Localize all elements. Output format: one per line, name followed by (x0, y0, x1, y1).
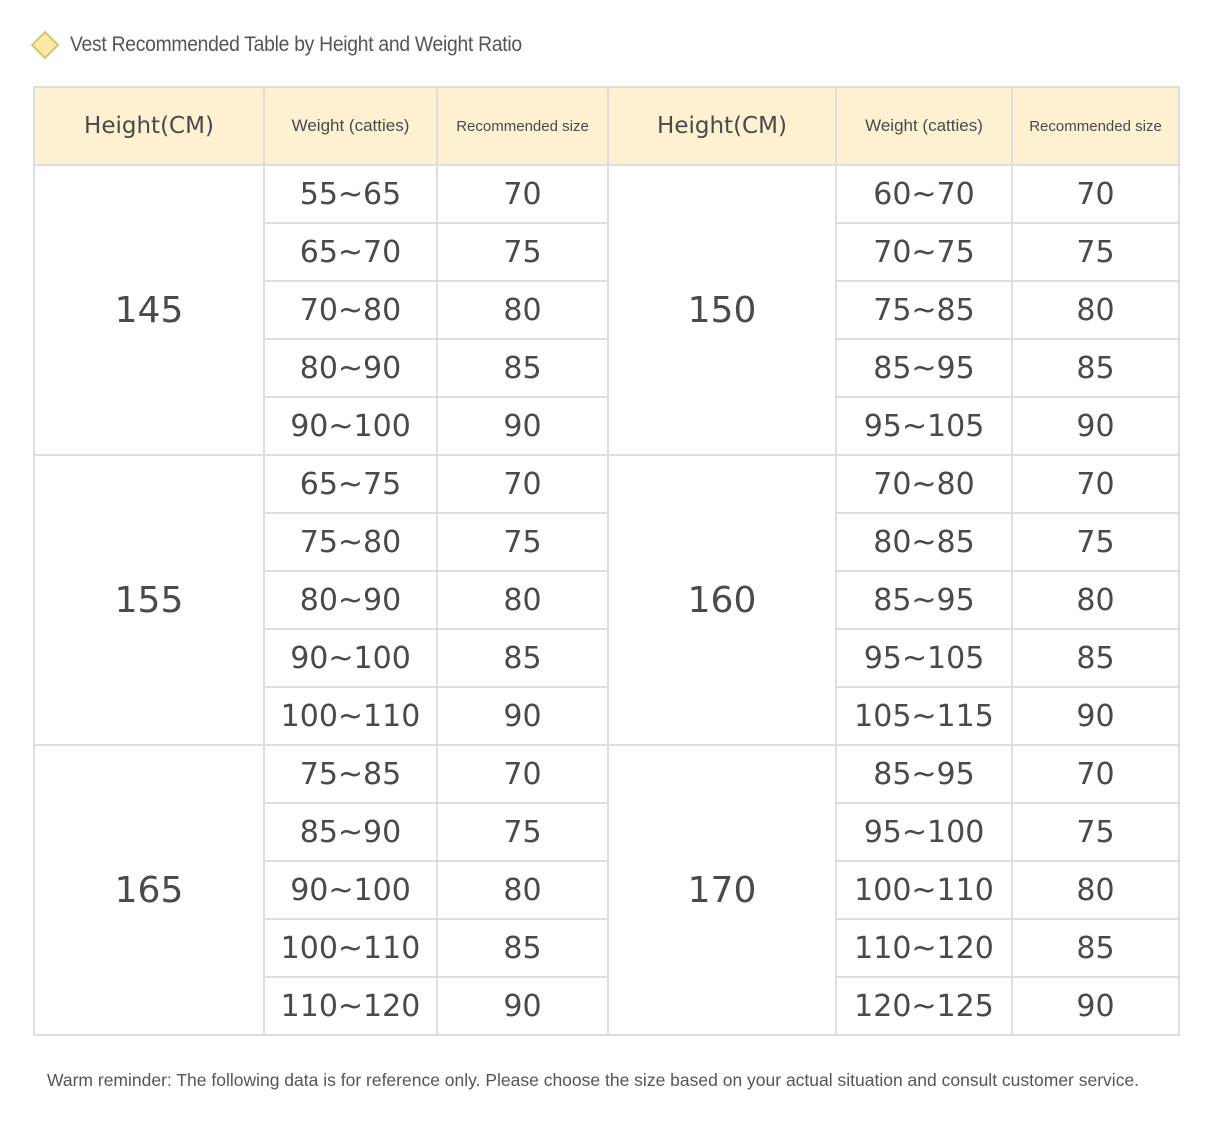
weight-cell: 65~70 (264, 223, 437, 281)
size-table (33, 86, 1180, 1036)
height-cell: 160 (608, 455, 836, 745)
weight-cell: 85~95 (836, 571, 1012, 629)
size-cell: 80 (1012, 571, 1179, 629)
size-cell: 90 (437, 397, 608, 455)
size-cell: 75 (437, 803, 608, 861)
header-weight-right: Weight (catties) (836, 87, 1012, 165)
weight-cell: 90~100 (264, 397, 437, 455)
weight-cell: 60~70 (836, 165, 1012, 223)
size-cell: 80 (437, 861, 608, 919)
weight-cell: 95~105 (836, 629, 1012, 687)
size-cell: 80 (1012, 861, 1179, 919)
size-cell: 85 (437, 629, 608, 687)
title-row (30, 28, 561, 62)
size-cell: 75 (1012, 513, 1179, 571)
weight-cell: 80~90 (264, 339, 437, 397)
size-cell: 85 (1012, 919, 1179, 977)
height-cell: 170 (608, 745, 836, 1035)
size-cell: 70 (1012, 165, 1179, 223)
table-row (34, 455, 1179, 513)
size-cell: 85 (437, 919, 608, 977)
weight-cell: 100~110 (264, 919, 437, 977)
header-weight-left: Weight (catties) (264, 87, 437, 165)
weight-cell: 85~95 (836, 745, 1012, 803)
table-header-row (34, 87, 1179, 165)
size-cell: 80 (437, 281, 608, 339)
header-height-left: Height(CM) (34, 87, 264, 165)
size-cell: 75 (1012, 223, 1179, 281)
size-cell: 85 (437, 339, 608, 397)
weight-cell: 55~65 (264, 165, 437, 223)
weight-cell: 105~115 (836, 687, 1012, 745)
page-title: Vest Recommended Table by Height and Weight Ratio (70, 33, 522, 56)
size-cell: 85 (1012, 629, 1179, 687)
size-cell: 90 (437, 687, 608, 745)
header-size-left: Recommended size (437, 87, 608, 165)
table-row (34, 165, 1179, 223)
table-row (34, 745, 1179, 803)
size-cell: 70 (1012, 745, 1179, 803)
size-cell: 70 (1012, 455, 1179, 513)
weight-cell: 75~80 (264, 513, 437, 571)
size-cell: 80 (437, 571, 608, 629)
weight-cell: 85~95 (836, 339, 1012, 397)
weight-cell: 65~75 (264, 455, 437, 513)
size-cell: 75 (437, 223, 608, 281)
weight-cell: 90~100 (264, 861, 437, 919)
weight-cell: 80~85 (836, 513, 1012, 571)
warm-reminder: Warm reminder: The following data is for reference only. Please choose the size based on your actual situation and consult customer service. (47, 1070, 1140, 1090)
size-cell: 90 (1012, 977, 1179, 1035)
height-cell: 150 (608, 165, 836, 455)
weight-cell: 110~120 (836, 919, 1012, 977)
size-cell: 90 (437, 977, 608, 1035)
weight-cell: 90~100 (264, 629, 437, 687)
height-cell: 165 (34, 745, 264, 1035)
weight-cell: 75~85 (836, 281, 1012, 339)
height-cell: 155 (34, 455, 264, 745)
table-body (34, 165, 1179, 1035)
size-cell: 70 (437, 745, 608, 803)
weight-cell: 75~85 (264, 745, 437, 803)
weight-cell: 70~80 (836, 455, 1012, 513)
size-cell: 90 (1012, 687, 1179, 745)
size-cell: 90 (1012, 397, 1179, 455)
header-height-right: Height(CM) (608, 87, 836, 165)
weight-cell: 85~90 (264, 803, 437, 861)
size-cell: 75 (1012, 803, 1179, 861)
weight-cell: 110~120 (264, 977, 437, 1035)
weight-cell: 70~75 (836, 223, 1012, 281)
diamond-icon (30, 30, 60, 60)
weight-cell: 120~125 (836, 977, 1012, 1035)
size-cell: 70 (437, 165, 608, 223)
weight-cell: 95~100 (836, 803, 1012, 861)
weight-cell: 100~110 (264, 687, 437, 745)
weight-cell: 100~110 (836, 861, 1012, 919)
size-cell: 70 (437, 455, 608, 513)
weight-cell: 95~105 (836, 397, 1012, 455)
size-cell: 80 (1012, 281, 1179, 339)
weight-cell: 70~80 (264, 281, 437, 339)
size-cell: 85 (1012, 339, 1179, 397)
weight-cell: 80~90 (264, 571, 437, 629)
header-size-right: Recommended size (1012, 87, 1179, 165)
height-cell: 145 (34, 165, 264, 455)
size-cell: 75 (437, 513, 608, 571)
